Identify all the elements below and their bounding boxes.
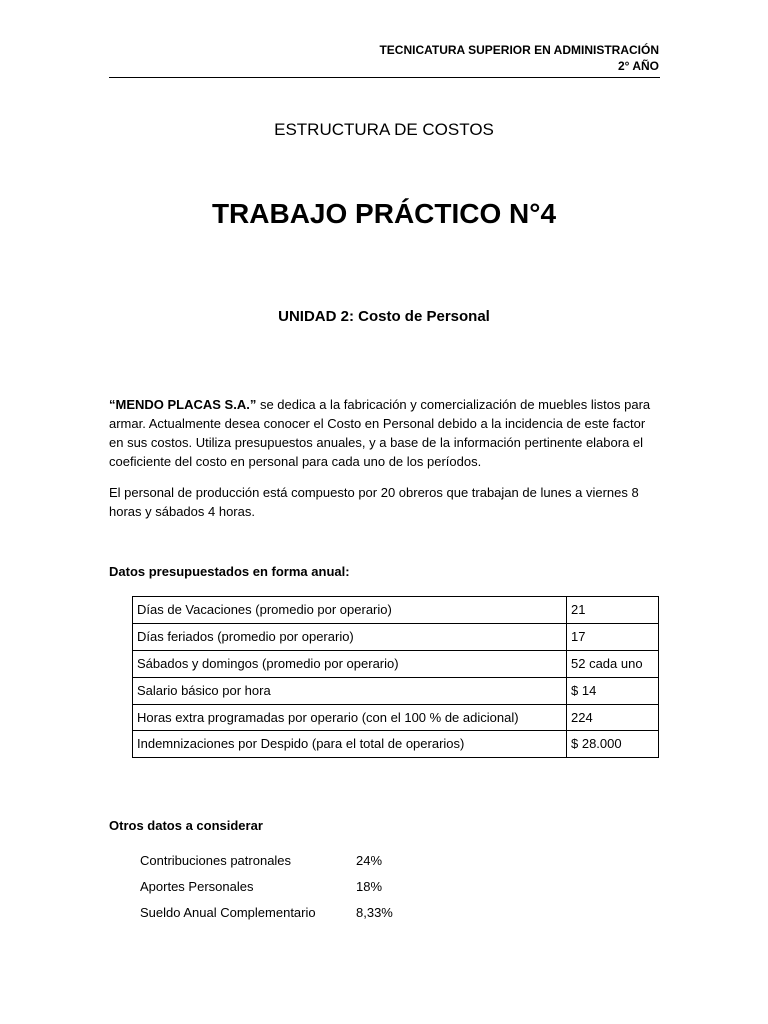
page-title: TRABAJO PRÁCTICO N°4 xyxy=(211,198,557,229)
list-item-label: Sueldo Anual Complementario xyxy=(140,905,316,920)
intro-paragraph xyxy=(109,395,659,471)
table-cell-concept: Días feriados (promedio por operario) xyxy=(133,623,567,650)
intro-text: se dedica a la fabricación y comercialización de muebles listos para armar. Actualmente desea conocer el Costo en Personal debido a la incidencia de este factor en sus costos. Utiliza presupuestos anuales, y a base de la información pertinente elabora el coeficiente del costo en personal para cada uno de los períodos. xyxy=(109,397,651,469)
table-cell-concept: Días de Vacaciones (promedio por operario) xyxy=(133,597,567,624)
table-row xyxy=(133,597,659,624)
budget-section-label: Datos presupuestados en forma anual: xyxy=(109,564,350,579)
header-year: 2° AÑO xyxy=(617,59,659,73)
table-row xyxy=(133,677,659,704)
list-item-label: Contribuciones patronales xyxy=(140,853,292,868)
table-cell-value: 17 xyxy=(567,623,659,650)
header-divider xyxy=(109,77,660,78)
list-item xyxy=(140,851,436,877)
other-data-list xyxy=(140,851,436,929)
table-cell-value: 52 cada uno xyxy=(567,650,659,677)
company-name: “MENDO PLACAS S.A.” xyxy=(109,397,257,412)
table-cell-concept: Indemnizaciones por Despido (para el total de operarios) xyxy=(133,731,567,758)
table-cell-concept: Horas extra programadas por operario (con el 100 % de adicional) xyxy=(133,704,567,731)
subject-title: ESTRUCTURA DE COSTOS xyxy=(274,120,494,139)
staff-paragraph: El personal de producción está compuesto por 20 obreros que trabajan de lunes a viernes 8 horas y sábados 4 horas. xyxy=(109,485,639,519)
table-row xyxy=(133,650,659,677)
table-cell-concept: Sábados y domingos (promedio por operario) xyxy=(133,650,567,677)
table-row xyxy=(133,731,659,758)
header-program: TECNICATURA SUPERIOR EN ADMINISTRACIÓN xyxy=(379,43,659,57)
table-row xyxy=(133,704,659,731)
unit-title: UNIDAD 2: Costo de Personal xyxy=(278,308,490,325)
list-item-value: 18% xyxy=(356,879,383,894)
table-cell-value: $ 14 xyxy=(567,677,659,704)
table-row xyxy=(133,623,659,650)
table-cell-value: 224 xyxy=(567,704,659,731)
list-item xyxy=(140,903,436,929)
table-cell-concept: Salario básico por hora xyxy=(133,677,567,704)
list-item xyxy=(140,877,436,903)
other-section-label: Otros datos a considerar xyxy=(109,818,263,833)
list-item-value: 8,33% xyxy=(356,905,393,920)
list-item-value: 24% xyxy=(356,853,383,868)
list-item-label: Aportes Personales xyxy=(140,879,254,894)
budget-table xyxy=(132,596,659,758)
page-header xyxy=(109,42,659,74)
table-cell-value: $ 28.000 xyxy=(567,731,659,758)
table-cell-value: 21 xyxy=(567,597,659,624)
